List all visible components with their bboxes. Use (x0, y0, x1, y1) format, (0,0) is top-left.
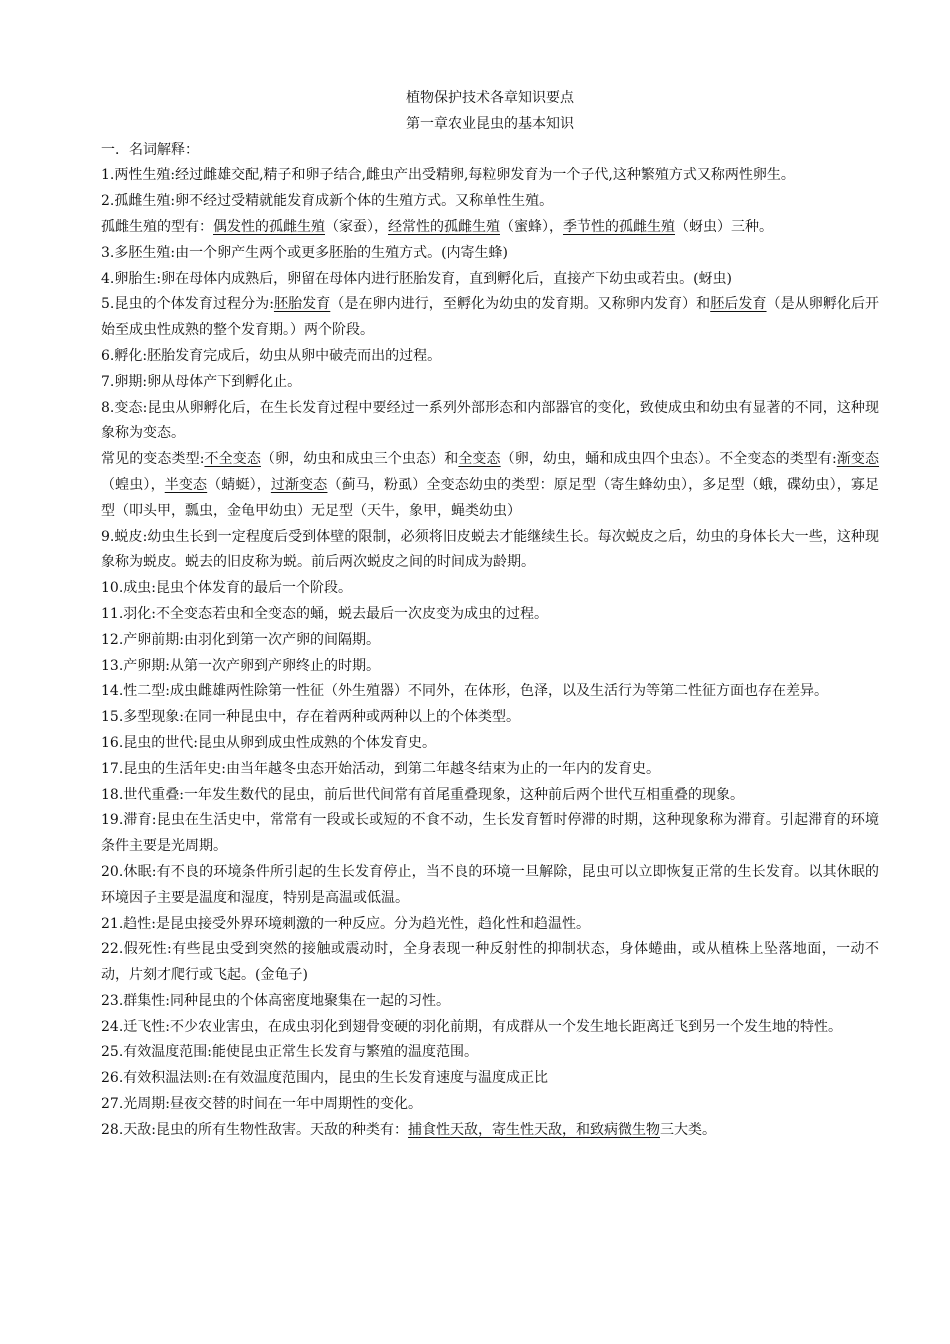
term-paragraph (101, 1118, 879, 1144)
underlined-term: 不全变态 (204, 451, 261, 468)
text-run: 19.滞育:昆虫在生活史中，常常有一段或长或短的不食不动，生长发育暂时停滞的时期，这种现象称为滞育。引起滞育的环境条件主要是光周期。 (101, 812, 879, 855)
text-run: （卵，幼虫和成虫三个虫态）和 (260, 451, 459, 468)
underlined-term: 胚胎发育 (273, 296, 331, 313)
term-paragraph (101, 912, 879, 938)
term-paragraph (101, 808, 879, 860)
term-paragraph (101, 731, 879, 757)
underlined-term: 胚后发育 (710, 296, 767, 313)
term-paragraph (101, 396, 879, 448)
text-run: 20.休眠:有不良的环境条件所引起的生长发育停止，当不良的环境一旦解除，昆虫可以立即恢复正常的生长发育。以其休眠的环境因子主要是温度和湿度，特别是高温或低温。 (101, 863, 879, 906)
underlined-term: 经常性的孤雌生殖 (388, 218, 500, 235)
text-run: 11.羽化:不全变态若虫和全变态的蛹，蜕去最后一次皮变为成虫的过程。 (101, 605, 548, 622)
term-paragraph (101, 783, 879, 809)
text-run: 26.有效积温法则:在有效温度范围内，昆虫的生长发育速度与温度成正比 (101, 1070, 548, 1087)
text-run: （蚜虫）三种。 (675, 218, 773, 235)
text-run: 10.成虫:昆虫个体发育的最后一个阶段。 (101, 580, 352, 597)
term-paragraph (101, 1040, 879, 1066)
term-paragraph (101, 163, 879, 189)
term-paragraph (101, 654, 879, 680)
term-paragraph (101, 1066, 879, 1092)
term-paragraph (101, 989, 879, 1015)
text-run: 21.趋性:是昆虫接受外界环境刺激的一种反应。分为趋光性，趋化性和趋温性。 (101, 915, 590, 932)
text-run: 17.昆虫的生活年史:由当年越冬虫态开始活动，到第二年越冬结束为止的一年内的发育史。 (101, 760, 660, 777)
text-run: （蝗虫）， (101, 476, 165, 493)
term-paragraph (101, 447, 879, 524)
underlined-term: 半变态 (164, 476, 208, 493)
term-paragraph (101, 576, 879, 602)
underlined-term: 捕食性天敌，寄生性天敌，和致病微生物 (407, 1121, 660, 1138)
chapter-title: 第一章农业昆虫的基本知识 (406, 115, 574, 132)
term-list (101, 163, 879, 1143)
term-paragraph (101, 628, 879, 654)
term-paragraph (101, 1092, 879, 1118)
term-paragraph (101, 679, 879, 705)
document-title: 植物保护技术各章知识要点 (406, 90, 574, 106)
term-paragraph (101, 370, 879, 396)
text-run: 24.迁飞性:不少农业害虫，在成虫羽化到翅骨变硬的羽化前期，有成群从一个发生地长距离迁飞到另一个发生地的特性。 (101, 1018, 842, 1035)
text-run: 5.昆虫的个体发育过程分为: (101, 296, 274, 313)
text-run: 常见的变态类型: (101, 451, 205, 468)
text-run: 孤雌生殖的型有： (101, 218, 213, 235)
text-run: 三大类。 (659, 1121, 716, 1138)
term-paragraph (101, 937, 879, 989)
text-run: 12.产卵前期:由羽化到第一次产卵的间隔期。 (101, 631, 380, 648)
term-paragraph (101, 525, 879, 577)
text-run: 18.世代重叠:一年发生数代的昆虫，前后世代间常有首尾重叠现象，这种前后两个世代互相重叠的现象。 (101, 786, 744, 803)
term-paragraph (101, 292, 879, 344)
text-run: 7.卵期:卵从母体产下到孵化止。 (101, 373, 302, 390)
term-paragraph (101, 705, 879, 731)
term-paragraph (101, 602, 879, 628)
underlined-term: 过渐变态 (270, 476, 328, 493)
term-paragraph (101, 344, 879, 370)
underlined-term: 全变态 (458, 451, 501, 468)
underlined-term: 偶发性的孤雌生殖 (213, 218, 325, 235)
text-run: （家蚕）， (325, 218, 388, 235)
text-run: （是在卵内进行，至孵化为幼虫的发育期。又称卵内发育）和 (330, 296, 711, 313)
underlined-term: 季节性的孤雌生殖 (563, 218, 675, 235)
text-run: 15.多型现象:在同一种昆虫中，存在着两种或两种以上的个体类型。 (101, 709, 520, 726)
text-run: 3.多胚生殖:由一个卵产生两个或更多胚胎的生殖方式。(内寄生蜂) (101, 244, 508, 261)
text-run: （卵，幼虫，蛹和成虫四个虫态）。不全变态的类型有: (500, 451, 837, 468)
text-run: （是从卵孵化后开始至成虫性成熟的整个发育期。）两个阶段。 (101, 296, 880, 339)
term-paragraph (101, 1015, 879, 1041)
text-run: 4.卵胎生:卵在母体内成熟后，卵留在母体内进行胚胎发育，直到孵化后，直接产下幼虫或若虫。(蚜虫) (101, 270, 732, 287)
text-run: 27.光周期:昼夜交替的时间在一年中周期性的变化。 (101, 1096, 422, 1113)
term-paragraph (101, 267, 879, 293)
term-paragraph (101, 241, 879, 267)
text-run: 9.蜕皮:幼虫生长到一定程度后受到体壁的限制，必须将旧皮蜕去才能继续生长。每次蜕皮之后，幼虫的身体长大一些，这种现象称为蜕皮。蜕去的旧皮称为蜕。前后两次蜕皮之间的时间成为龄期。 (101, 528, 879, 571)
text-run: （蜻蜓）， (207, 476, 271, 493)
text-run: 14.性二型:成虫雌雄两性除第一性征（外生殖器）不同外，在体形，色泽，以及生活行为等第二性征方面也存在差异。 (101, 683, 828, 700)
text-run: 16.昆虫的世代:昆虫从卵到成虫性成熟的个体发育史。 (101, 734, 436, 751)
section-heading: 一．名词解释： (101, 141, 199, 158)
text-run: （蓟马，粉虱）全变态幼虫的类型：原足型（寄生蜂幼虫），多足型（蛾，碟幼虫），寡足型（叩头甲，瓢虫，金龟甲幼虫）无足型（天牛，象甲，蝇类幼虫） (101, 476, 880, 519)
text-run: （蜜蜂）， (500, 218, 563, 235)
underlined-term: 渐变态 (836, 451, 880, 468)
term-paragraph (101, 215, 879, 241)
text-run: 25.有效温度范围:能使昆虫正常生长发育与繁殖的温度范围。 (101, 1044, 478, 1061)
text-run: 13.产卵期:从第一次产卵到产卵终止的时期。 (101, 657, 380, 674)
text-run: 23.群集性:同种昆虫的个体高密度地聚集在一起的习性。 (101, 992, 450, 1009)
term-paragraph (101, 189, 879, 215)
term-paragraph (101, 757, 879, 783)
text-run: 1.两性生殖:经过雌雄交配,精子和卵子结合,雌虫产出受精卵,每粒卵发育为一个子代,这种繁殖方式又称两性卵生。 (101, 167, 795, 184)
text-run: 2.孤雌生殖:卵不经过受精就能发育成新个体的生殖方式。又称单性生殖。 (101, 193, 554, 210)
document-page (101, 86, 879, 1144)
text-run: 8.变态:昆虫从卵孵化后，在生长发育过程中要经过一系列外部形态和内部器官的变化，致使成虫和幼虫有显著的不同，这种现象称为变态。 (101, 399, 879, 442)
text-run: 22.假死性:有些昆虫受到突然的接触或震动时，全身表现一种反射性的抑制状态，身体蜷曲，或从植株上坠落地面，一动不动，片刻才爬行或飞起。(金龟子) (101, 941, 879, 984)
text-run: 6.孵化:胚胎发育完成后，幼虫从卵中破壳而出的过程。 (101, 347, 442, 364)
term-paragraph (101, 860, 879, 912)
text-run: 28.天敌:昆虫的所有生物性敌害。天敌的种类有： (101, 1121, 408, 1138)
